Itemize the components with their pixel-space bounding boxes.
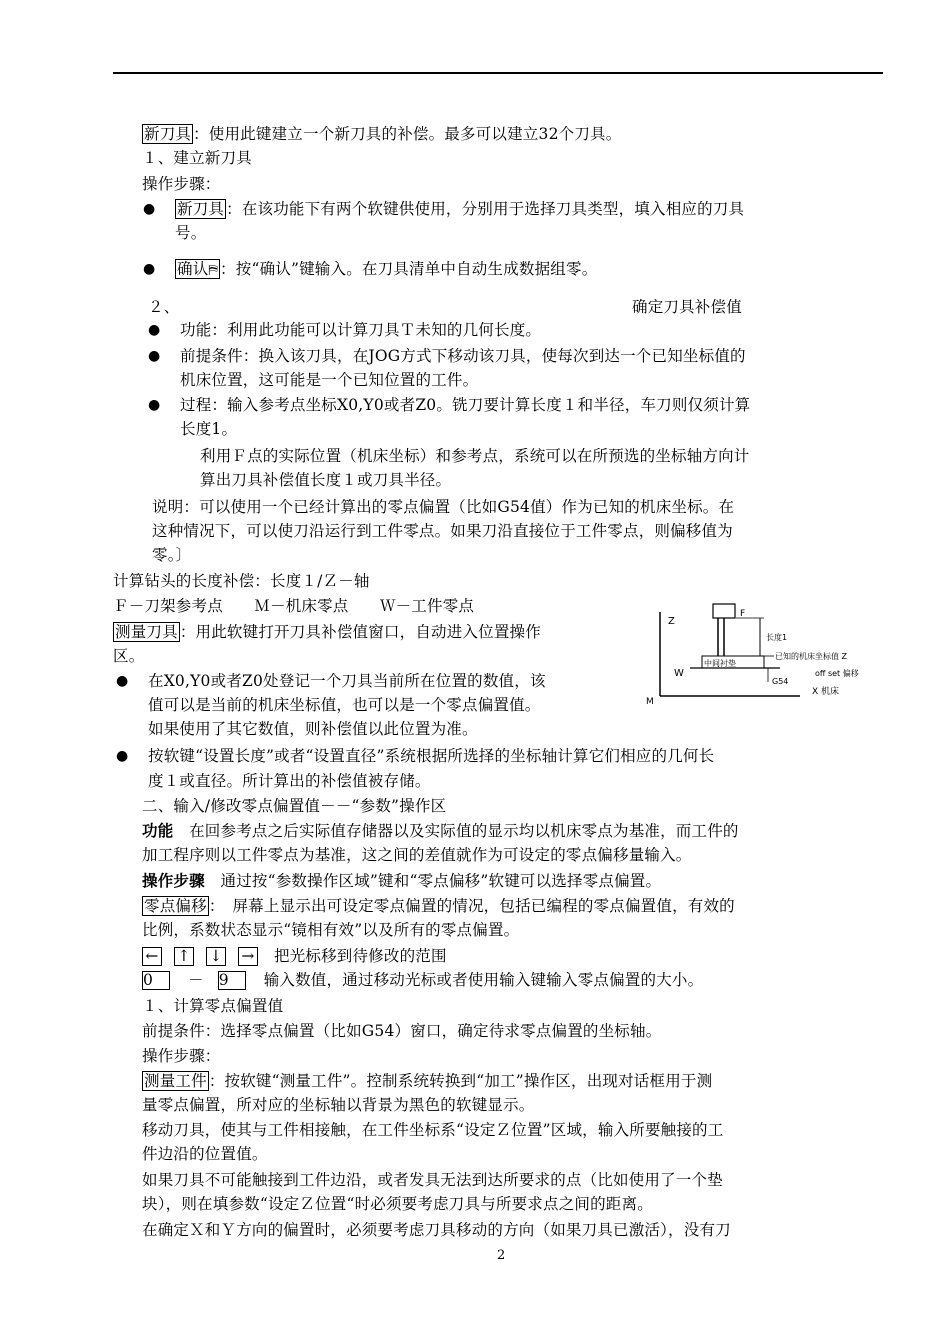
- tool-holder: [713, 604, 735, 618]
- bullet: ●: [143, 201, 156, 217]
- section-title: 确定刀具补偿值: [632, 298, 742, 316]
- text-line: 前提条件：选择零点偏置（比如G54）窗口，确定待求零点偏置的坐标轴。: [142, 1022, 662, 1040]
- cursor-keys-line: ← ↑ ↓ → 把光标移到待修改的范围: [142, 946, 447, 966]
- text-line: 值可以是当前的机床坐标值，也可以是一个零点偏置值。: [148, 696, 541, 714]
- text-line: 量零点偏置，所对应的坐标轴以背景为黑色的软键显示。: [142, 1096, 535, 1114]
- bullet-new-tool: 新刀具 ：在该功能下有两个软键供使用，分别用于选择刀具类型，填入相应的刀具: [177, 200, 745, 218]
- bullet-function: 功能：利用此功能可以计算刀具Ｔ未知的几何长度。: [180, 321, 542, 339]
- bullet: ●: [116, 673, 129, 689]
- section-title: １、建立新刀具: [142, 149, 252, 167]
- bullet: ●: [148, 348, 161, 364]
- para-function: 功能 在回参考点之后实际值存储器以及实际值的显示均以机床零点为基准，而工件的: [142, 822, 739, 840]
- bullet: ●: [143, 261, 156, 277]
- bullet: ●: [116, 748, 129, 764]
- length-label: 长度1: [766, 633, 788, 642]
- text-line: 计算钻头的长度补偿：长度１/Ｚ－轴: [113, 572, 370, 590]
- header-rule: [113, 72, 883, 74]
- page-number: 2: [497, 1248, 506, 1263]
- section-number: ２、: [148, 298, 180, 316]
- bullet-confirm: 确认⛿ ：按“确认”键输入。在刀具清单中自动生成数据组零。: [177, 260, 598, 278]
- text-line: 度１或直径。所计算出的补偿值被存储。: [148, 772, 431, 790]
- softkey-confirm: 确认⛿: [177, 260, 219, 278]
- legend-line: Ｆ－刀架参考点 Ｍ－机床零点 Ｗ－工件零点: [113, 597, 475, 615]
- para-zero-offset: 零点偏移 ： 屏幕上显示出可设定零点偏置的情况，包括已编程的零点偏置值，有效的: [144, 897, 735, 915]
- w-label: W: [674, 668, 684, 679]
- text-line: 如果刀具不可能触接到工件边沿，或者发具无法到达所要求的点（比如使用了一个垫: [142, 1171, 723, 1189]
- text-line: 算出刀具补偿值长度１或刀具半径。: [200, 471, 452, 489]
- text-line: 块），则在填参数“设定Ｚ位置“时必须要考虑刀具与所要求点之间的距离。: [142, 1195, 653, 1213]
- tool-length-diagram: [640, 598, 888, 710]
- text-line: 在确定Ｘ和Ｙ方向的偏置时，必须要考虑刀具移动的方向（如果刀具已激活），没有刀: [142, 1221, 731, 1239]
- softkey-zero-offset: 零点偏移: [144, 897, 207, 915]
- para-measure-tool: 测量刀具 ：用此软键打开刀具补偿值窗口，自动进入位置操作: [115, 623, 541, 641]
- f-label: F: [740, 609, 746, 619]
- text-line: 件边沿的位置值。: [142, 1145, 268, 1163]
- text-line: 前提条件：换入该刀具，在JOG方式下移动该刀具，使每次到达一个已知坐标值的: [180, 347, 746, 365]
- para-measure-workpiece: 测量工件 ：按软键“测量工件”。控制系统转换到“加工”操作区，出现对话框用于测: [144, 1072, 713, 1090]
- spacer-label: 中间衬垫: [704, 659, 736, 668]
- down-arrow-key: ↓: [206, 947, 226, 966]
- text-line: 过程：输入参考点坐标X0,Y0或者Z0。铣刀要计算长度１和半径，车刀则仅须计算: [180, 396, 751, 414]
- known-label: 已知的机床坐标值 Z: [775, 652, 848, 661]
- text-line: 这种情况下，可以使刀沿运行到工件零点。如果刀沿直接位于工件零点，则偏移值为: [152, 522, 733, 540]
- softkey-measure-workpiece: 测量工件: [144, 1072, 207, 1090]
- para-steps: 操作步骤 通过按“参数操作区域”键和“零点偏移”软键可以选择零点偏置。: [142, 872, 662, 890]
- text-line: 移动刀具，使其与工件相接触，在工件坐标系“设定Ｚ位置”区域，输入所要触接的工: [142, 1121, 724, 1139]
- softkey-new-tool: 新刀具: [144, 125, 192, 143]
- text-line: 说明：可以使用一个已经计算出的零点偏置（比如G54值）作为已知的机床坐标。在: [152, 498, 735, 516]
- left-arrow-key: ←: [142, 947, 162, 966]
- section-heading: 二、输入/修改零点偏置值－－“参数”操作区: [142, 797, 447, 815]
- text-line: 比例，系数状态显示“镜相有效”以及所有的零点偏置。: [142, 921, 520, 939]
- steps-label: 操作步骤：: [142, 175, 221, 193]
- text-line: 零。〕: [152, 546, 192, 564]
- key-9: 9: [218, 971, 246, 990]
- bullet: ●: [148, 322, 161, 338]
- text-line: 在X0,Y0或者Z0处登记一个刀具当前所在位置的数值，该: [148, 672, 546, 690]
- up-arrow-key: ↑: [174, 947, 194, 966]
- number-keys-line: 0 － 9 输入数值，通过移动光标或者使用输入键输入零点偏置的大小。: [143, 971, 704, 989]
- softkey-measure-tool: 测量刀具: [115, 623, 178, 641]
- text-line: 利用Ｆ点的实际位置（机床坐标）和参考点，系统可以在所预选的坐标轴方向计: [200, 447, 750, 465]
- section-title: １、计算零点偏置值: [142, 997, 284, 1015]
- z-label: Z: [668, 616, 675, 627]
- text-line: 按软键“设置长度”或者“设置直径”系统根据所选择的坐标轴计算它们相应的几何长: [148, 747, 715, 765]
- text-line: 加工程序则以工件零点为基准，这之间的差值就作为可设定的零点偏移量输入。: [142, 846, 692, 864]
- offset-label: off set 偏移: [815, 669, 859, 678]
- softkey-new-tool: 新刀具: [177, 200, 225, 218]
- g54-label: G54: [772, 677, 789, 686]
- confirm-icon: ⛿: [208, 263, 219, 278]
- text-line: 号。: [175, 224, 207, 242]
- steps-label: 操作步骤：: [142, 1047, 221, 1065]
- text-line: 机床位置，这可能是一个已知位置的工件。: [180, 371, 479, 389]
- text-line: 区。: [113, 647, 145, 665]
- bullet: ●: [148, 397, 161, 413]
- para-new-tool: 新刀具 ：使用此键建立一个新刀具的补偿。最多可以建立32个刀具。: [144, 125, 622, 143]
- x-label: X 机床: [812, 687, 840, 697]
- right-arrow-key: →: [238, 947, 258, 966]
- text-line: 如果使用了其它数值，则补偿值以此位置为准。: [148, 720, 478, 738]
- text-line: 长度1。: [180, 420, 238, 438]
- m-label: M: [646, 697, 654, 707]
- key-0: 0: [142, 971, 170, 990]
